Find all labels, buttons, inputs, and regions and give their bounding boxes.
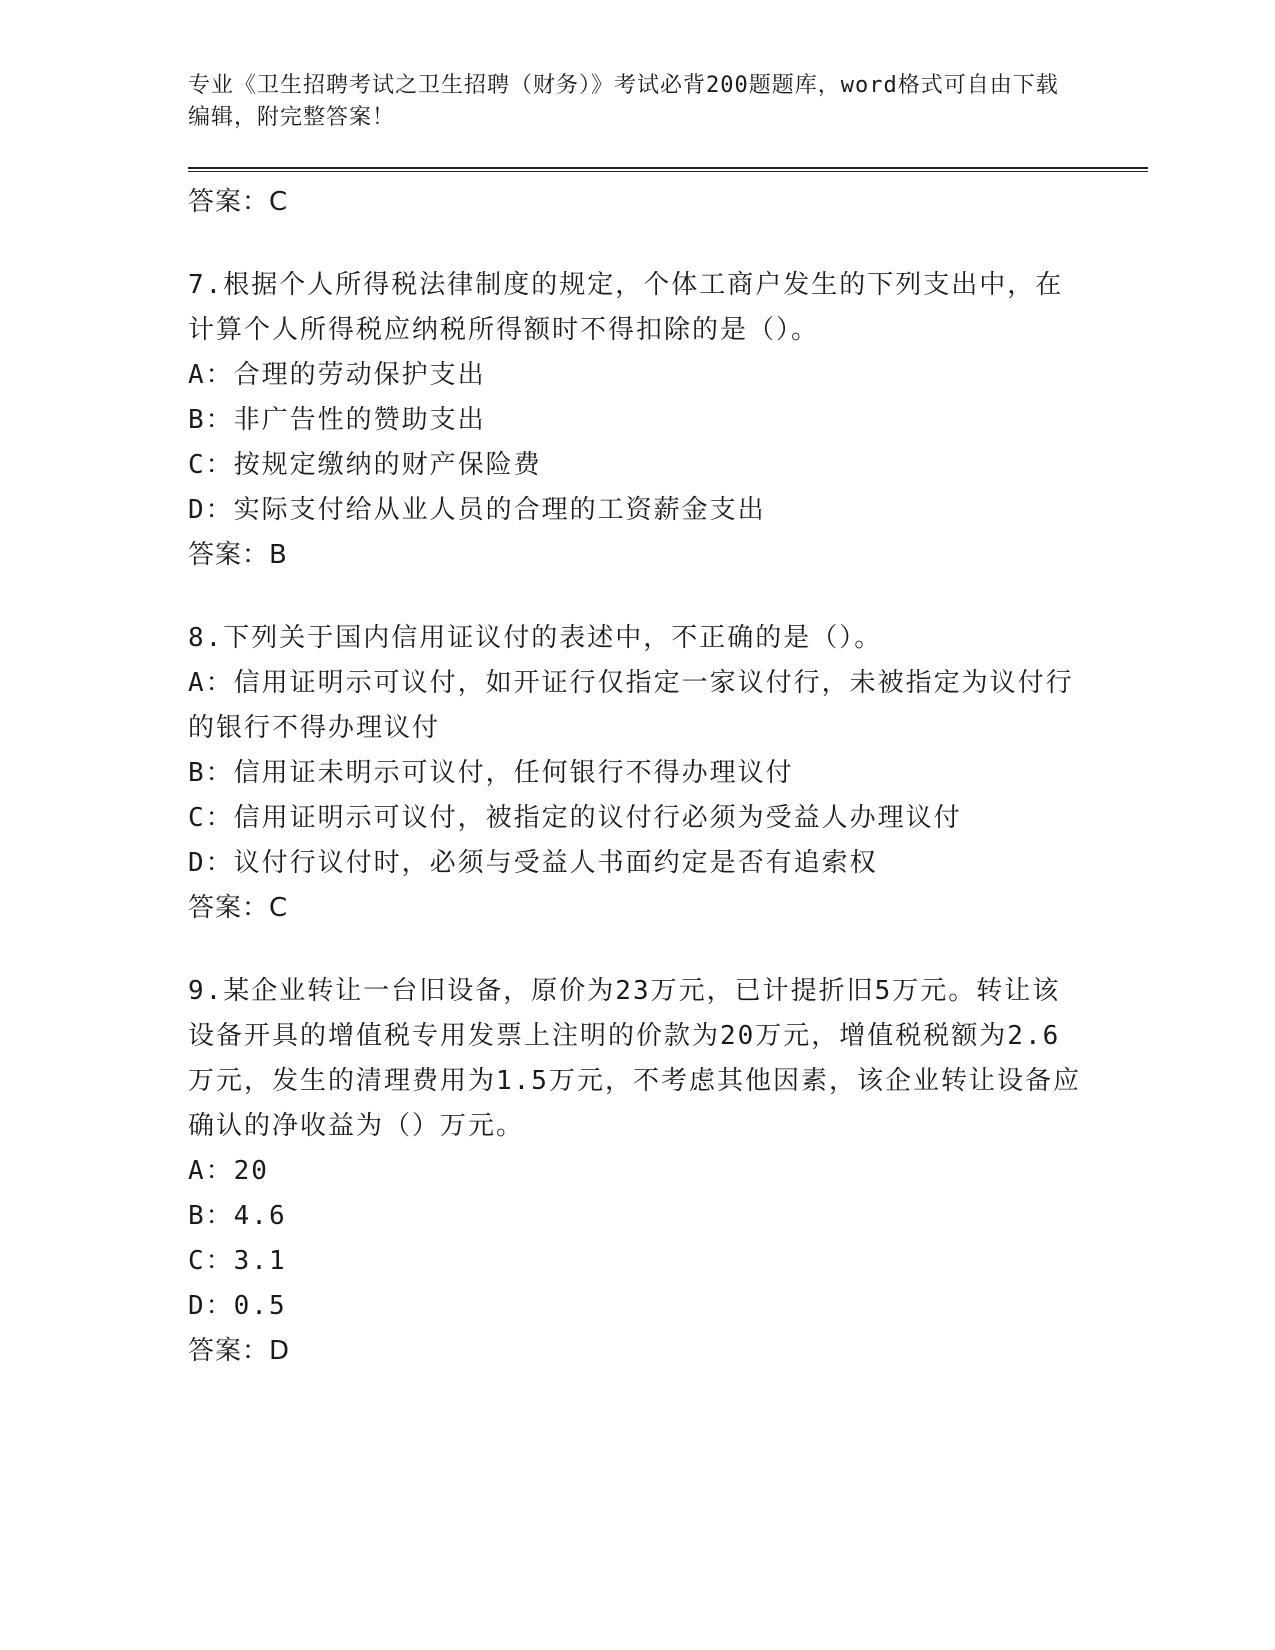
question-7 bbox=[188, 263, 1148, 578]
question-stem: 7.根据个人所得税法律制度的规定，个体工商户发生的下列支出中，在计算个人所得税应纳税所得额时不得扣除的是（）。 bbox=[188, 270, 1064, 345]
document-page bbox=[188, 70, 1148, 1374]
question-9 bbox=[188, 969, 1148, 1374]
option-b: B：信用证未明示可议付，任何银行不得办理议付 bbox=[188, 758, 794, 788]
header-divider bbox=[188, 167, 1148, 172]
question-stem: 9.某企业转让一台旧设备，原价为23万元，已计提折旧5万元。转让该设备开具的增值税专用发票上注明的价款为20万元，增值税税额为2.6万元，发生的清理费用为1.5万元，不考虑其他因素，该企业转让设备应确认的净收益为（）万元。 bbox=[188, 976, 1081, 1141]
option-b: B：非广告性的赞助支出 bbox=[188, 405, 486, 435]
previous-answer: 答案：C bbox=[188, 187, 289, 217]
question-answer: 答案：D bbox=[188, 1336, 291, 1366]
question-answer: 答案：C bbox=[188, 893, 289, 923]
option-a: A：信用证明示可议付，如开证行仅指定一家议付行，未被指定为议付行的银行不得办理议付 bbox=[188, 668, 1074, 743]
option-a: A：合理的劳动保护支出 bbox=[188, 360, 486, 390]
option-d: D：议付行议付时，必须与受益人书面约定是否有追索权 bbox=[188, 848, 878, 878]
document-header: 专业《卫生招聘考试之卫生招聘（财务）》考试必背200题题库，word格式可自由下载编辑，附完整答案！ bbox=[188, 73, 1059, 130]
question-8 bbox=[188, 616, 1148, 931]
question-stem: 8.下列关于国内信用证议付的表述中，不正确的是（）。 bbox=[188, 623, 883, 653]
option-c: C：按规定缴纳的财产保险费 bbox=[188, 450, 542, 480]
option-c: C：信用证明示可议付，被指定的议付行必须为受益人办理议付 bbox=[188, 803, 962, 833]
option-c: C：3.1 bbox=[188, 1246, 287, 1276]
question-answer: 答案：B bbox=[188, 540, 288, 570]
option-a: A：20 bbox=[188, 1156, 269, 1186]
option-b: B：4.6 bbox=[188, 1201, 287, 1231]
option-d: D：实际支付给从业人员的合理的工资薪金支出 bbox=[188, 495, 766, 525]
option-d: D：0.5 bbox=[188, 1291, 287, 1321]
